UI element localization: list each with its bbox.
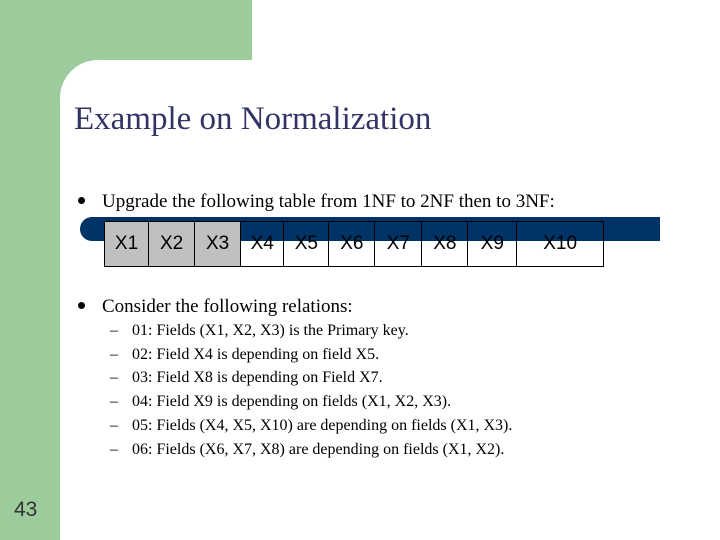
field-cell-x10: X10: [517, 222, 604, 267]
dash-icon: –: [110, 322, 118, 339]
field-cell-x1: X1: [105, 222, 149, 267]
field-cell-x2: X2: [149, 222, 195, 267]
bullet-upgrade-text: Upgrade the following table from 1NF to 2NF then to 3NF:: [102, 191, 555, 212]
field-cell-x6: X6: [329, 222, 375, 267]
field-cell-x5: X5: [284, 222, 329, 267]
field-cell-x4: X4: [241, 222, 284, 267]
bullet-icon: [78, 302, 85, 309]
relation-text: 06: Fields (X6, X7, X8) are depending on fields (X1, X2).: [132, 441, 505, 458]
field-cell-x8: X8: [422, 222, 468, 267]
relation-item: [110, 417, 513, 435]
relation-text: 01: Fields (X1, X2, X3) is the Primary key.: [132, 322, 409, 339]
fields-table: [104, 221, 604, 267]
field-cell-x3: X3: [195, 222, 241, 267]
dash-icon: –: [110, 393, 118, 410]
dash-icon: –: [110, 369, 118, 386]
dash-icon: –: [110, 346, 118, 363]
dash-icon: –: [110, 417, 118, 434]
relation-text: 02: Field X4 is depending on field X5.: [132, 346, 380, 363]
relation-item: [110, 346, 380, 364]
relation-text: 05: Fields (X4, X5, X10) are depending on fields (X1, X3).: [132, 417, 513, 434]
relation-item: [110, 369, 383, 387]
bullet-icon: [78, 197, 85, 204]
dash-icon: –: [110, 441, 118, 458]
field-cell-x7: X7: [375, 222, 422, 267]
relation-item: [110, 322, 409, 340]
decor-green-left: [0, 0, 60, 540]
bullet-upgrade: [102, 191, 555, 213]
page-number: 43: [14, 498, 38, 521]
fields-row: [105, 222, 604, 267]
slide-title: Example on Normalization: [74, 101, 432, 137]
bullet-relations-text: Consider the following relations:: [102, 296, 353, 317]
relation-item: [110, 393, 452, 411]
relation-text: 04: Field X9 is depending on fields (X1, X2, X3).: [132, 393, 452, 410]
bullet-relations: [102, 296, 353, 318]
relation-item: [110, 441, 505, 459]
field-cell-x9: X9: [468, 222, 517, 267]
relation-text: 03: Field X8 is depending on Field X7.: [132, 369, 383, 386]
